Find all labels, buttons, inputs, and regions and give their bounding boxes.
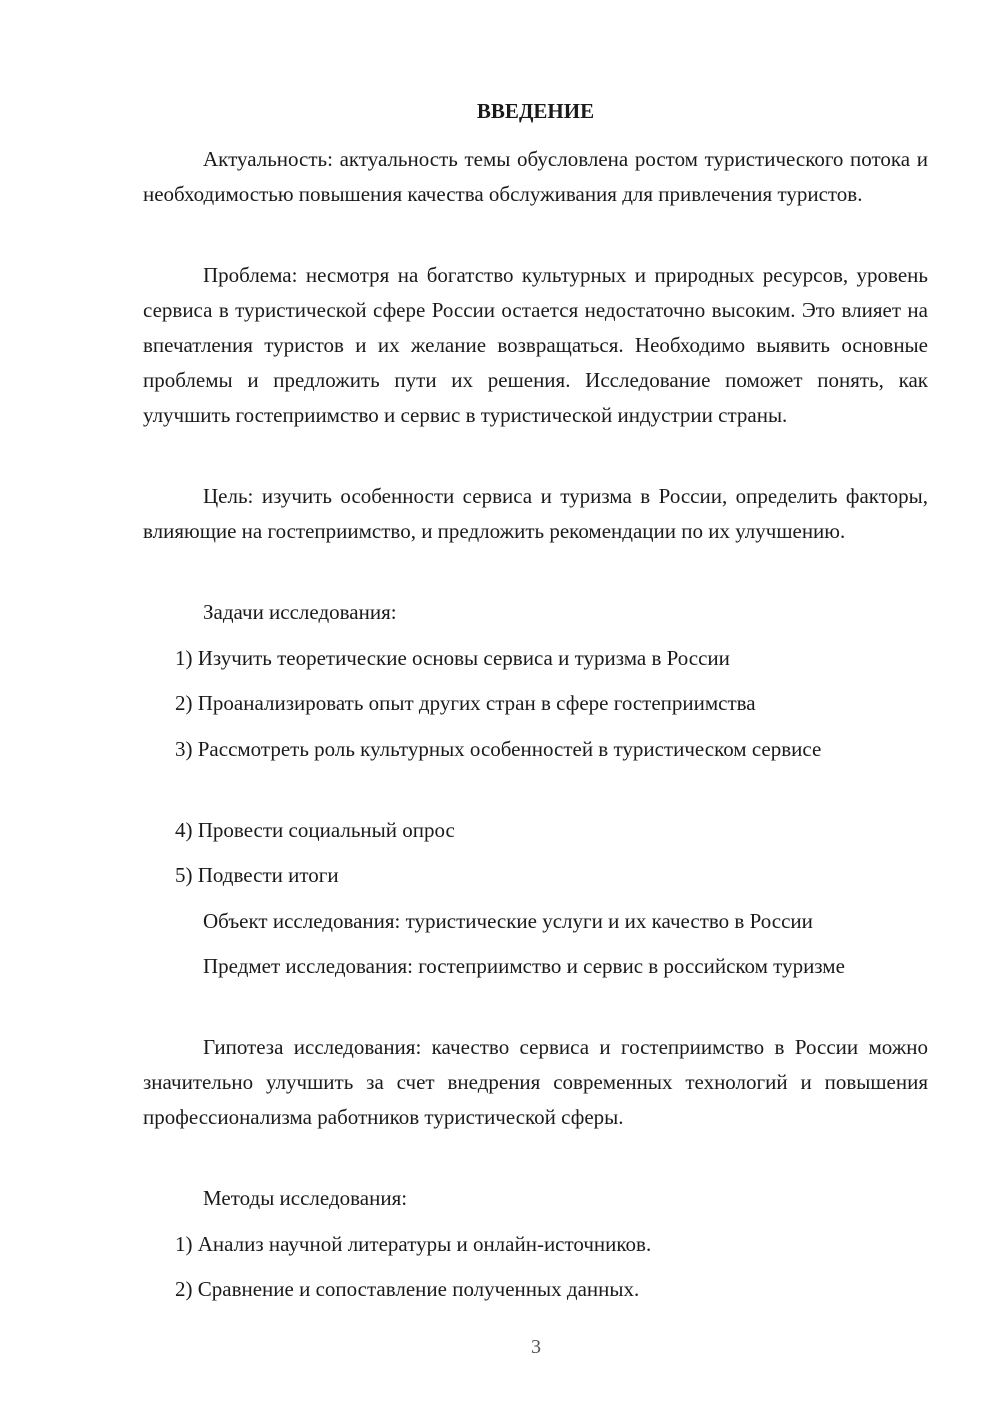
page-title: ВВЕДЕНИЕ [476,99,595,123]
task-item-5: 5) Подвести итоги [175,863,339,887]
paragraph-hypothesis: Гипотеза исследования: качество сервиса и гостеприимство в России можно значительно улучшить за счет внедрения современных технологий и повышения профессионализма работников туристической сферы. [143,1035,928,1129]
paragraph-subject: Предмет исследования: гостеприимство и сервис в российском туризме [203,954,845,978]
tasks-heading: Задачи исследования: [203,600,397,624]
method-item-2: 2) Сравнение и сопоставление полученных данных. [175,1277,640,1301]
paragraph-problem: Проблема: несмотря на богатство культурных и природных ресурсов, уровень сервиса в туристической сфере России остается недостаточно высоким. Это влияет на впечатления туристов и их желание возвращаться. Необходимо выявить основные проблемы и предложить пути их решения. Исследование поможет понять, как улучшить гостеприимство и сервис в туристической индустрии страны. [143,263,928,427]
task-item-3: 3) Рассмотреть роль культурных особенностей в туристическом сервисе [175,737,822,761]
task-item-2: 2) Проанализировать опыт других стран в сфере гостеприимства [175,691,756,715]
methods-heading: Методы исследования: [203,1186,408,1210]
task-item-1: 1) Изучить теоретические основы сервиса и туризма в России [175,646,730,670]
paragraph-goal: Цель: изучить особенности сервиса и туризма в России, определить факторы, влияющие на гостеприимство, и предложить рекомендации по их улучшению. [143,484,928,543]
task-item-4: 4) Провести социальный опрос [175,818,455,842]
paragraph-object: Объект исследования: туристические услуги и их качество в России [203,909,813,933]
paragraph-relevance: Актуальность: актуальность темы обусловлена ростом туристического потока и необходимостью повышения качества обслуживания для привлечения туристов. [143,147,928,206]
method-item-1: 1) Анализ научной литературы и онлайн-источников. [175,1232,652,1256]
page-number: 3 [531,1336,541,1358]
